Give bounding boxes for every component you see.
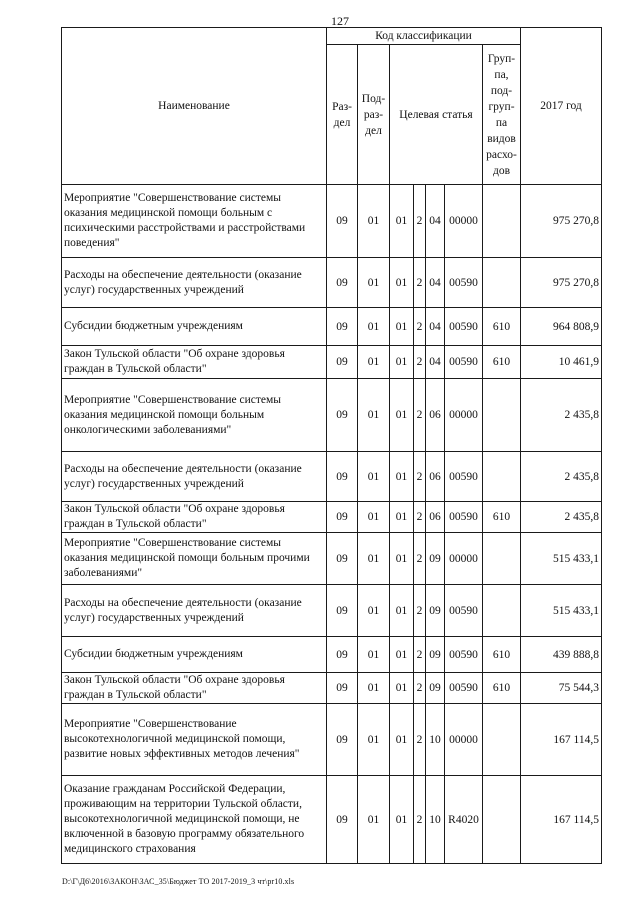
row-target-direction: 00000 <box>445 379 483 452</box>
row-amount-2017: 964 808,9 <box>521 308 602 346</box>
row-razdel: 09 <box>327 704 358 776</box>
row-amount-2017: 167 114,5 <box>521 704 602 776</box>
row-amount-2017: 167 114,5 <box>521 776 602 864</box>
row-expense-type <box>483 533 521 585</box>
row-target-subprogram: 2 <box>414 258 426 308</box>
row-expense-type <box>483 258 521 308</box>
row-podrazdel: 01 <box>358 533 390 585</box>
row-name: Мероприятие "Совершенствование системы оказания медицинской помощи больным онкологическими заболеваниями" <box>62 379 327 452</box>
table-row <box>62 502 602 533</box>
table-row <box>62 776 602 864</box>
row-target-program: 01 <box>390 502 414 533</box>
row-target-direction: 00000 <box>445 533 483 585</box>
row-podrazdel: 01 <box>358 704 390 776</box>
row-target-activity: 04 <box>426 185 445 258</box>
row-amount-2017: 75 544,3 <box>521 673 602 704</box>
row-target-program: 01 <box>390 704 414 776</box>
row-razdel: 09 <box>327 585 358 637</box>
row-podrazdel: 01 <box>358 185 390 258</box>
row-target-activity: 06 <box>426 452 445 502</box>
file-path-footer: D:\Г\Д6\2016\ЗАКОН\ЗАС_35\Бюджет ТО 2017-2019_3 чт\pr10.xls <box>62 877 295 886</box>
row-amount-2017: 515 433,1 <box>521 533 602 585</box>
table-row <box>62 185 602 258</box>
row-target-program: 01 <box>390 185 414 258</box>
row-name: Расходы на обеспечение деятельности (оказание услуг) государственных учреждений <box>62 585 327 637</box>
row-target-subprogram: 2 <box>414 502 426 533</box>
header-year: 2017 год <box>521 28 602 185</box>
row-podrazdel: 01 <box>358 346 390 379</box>
row-expense-type <box>483 379 521 452</box>
row-razdel: 09 <box>327 346 358 379</box>
table-row <box>62 379 602 452</box>
row-razdel: 09 <box>327 533 358 585</box>
row-target-subprogram: 2 <box>414 308 426 346</box>
row-target-program: 01 <box>390 673 414 704</box>
row-target-direction: 00590 <box>445 673 483 704</box>
row-expense-type <box>483 185 521 258</box>
row-target-direction: R4020 <box>445 776 483 864</box>
row-amount-2017: 10 461,9 <box>521 346 602 379</box>
row-name: Расходы на обеспечение деятельности (оказание услуг) государственных учреждений <box>62 452 327 502</box>
table-row <box>62 704 602 776</box>
budget-table <box>61 27 602 864</box>
row-name: Закон Тульской области "Об охране здоровья граждан в Тульской области" <box>62 673 327 704</box>
row-podrazdel: 01 <box>358 585 390 637</box>
table-row <box>62 258 602 308</box>
row-expense-type <box>483 776 521 864</box>
table-body <box>62 28 602 864</box>
row-target-direction: 00590 <box>445 502 483 533</box>
row-target-activity: 06 <box>426 502 445 533</box>
row-podrazdel: 01 <box>358 452 390 502</box>
row-target-direction: 00590 <box>445 308 483 346</box>
row-amount-2017: 975 270,8 <box>521 258 602 308</box>
row-name: Субсидии бюджетным учреждениям <box>62 308 327 346</box>
row-target-activity: 09 <box>426 637 445 673</box>
row-target-subprogram: 2 <box>414 776 426 864</box>
row-razdel: 09 <box>327 379 358 452</box>
row-amount-2017: 2 435,8 <box>521 379 602 452</box>
row-target-subprogram: 2 <box>414 704 426 776</box>
header-razdel: Раз- дел <box>327 45 358 185</box>
row-name: Оказание гражданам Российской Федерации, проживающим на территории Тульской области, высокотехнологичной медицинской помощи, не включенной в базовую программу обязательного медицинского страхования <box>62 776 327 864</box>
row-target-direction: 00590 <box>445 637 483 673</box>
table-row <box>62 452 602 502</box>
header-row-top <box>62 28 602 45</box>
row-amount-2017: 2 435,8 <box>521 502 602 533</box>
row-name: Мероприятие "Совершенствование системы оказания медицинской помощи больным прочими заболеваниями" <box>62 533 327 585</box>
row-name: Закон Тульской области "Об охране здоровья граждан в Тульской области" <box>62 502 327 533</box>
row-target-program: 01 <box>390 379 414 452</box>
row-target-activity: 10 <box>426 704 445 776</box>
header-name: Наименование <box>62 28 327 185</box>
row-target-activity: 09 <box>426 533 445 585</box>
row-razdel: 09 <box>327 637 358 673</box>
row-expense-type: 610 <box>483 308 521 346</box>
row-podrazdel: 01 <box>358 258 390 308</box>
row-razdel: 09 <box>327 308 358 346</box>
row-target-activity: 04 <box>426 258 445 308</box>
row-target-program: 01 <box>390 637 414 673</box>
row-expense-type: 610 <box>483 673 521 704</box>
row-target-program: 01 <box>390 776 414 864</box>
header-target-article: Целевая статья <box>390 45 483 185</box>
row-amount-2017: 2 435,8 <box>521 452 602 502</box>
row-target-program: 01 <box>390 258 414 308</box>
row-target-activity: 10 <box>426 776 445 864</box>
row-razdel: 09 <box>327 502 358 533</box>
row-podrazdel: 01 <box>358 308 390 346</box>
header-expense-group: Груп- па, под- груп- па видов расхо- дов <box>483 45 521 185</box>
row-amount-2017: 515 433,1 <box>521 585 602 637</box>
row-target-direction: 00590 <box>445 258 483 308</box>
row-name: Мероприятие "Совершенствование высокотехнологичной медицинской помощи, развитие новых эффективных методов лечения" <box>62 704 327 776</box>
row-razdel: 09 <box>327 673 358 704</box>
row-target-program: 01 <box>390 533 414 585</box>
row-target-direction: 00590 <box>445 346 483 379</box>
row-expense-type <box>483 452 521 502</box>
row-target-program: 01 <box>390 308 414 346</box>
row-expense-type: 610 <box>483 502 521 533</box>
row-expense-type: 610 <box>483 346 521 379</box>
page-number: 127 <box>331 14 349 28</box>
row-target-activity: 04 <box>426 346 445 379</box>
row-podrazdel: 01 <box>358 637 390 673</box>
row-target-direction: 00000 <box>445 185 483 258</box>
row-razdel: 09 <box>327 776 358 864</box>
row-expense-type <box>483 585 521 637</box>
row-target-program: 01 <box>390 346 414 379</box>
table-row <box>62 346 602 379</box>
row-target-subprogram: 2 <box>414 379 426 452</box>
row-podrazdel: 01 <box>358 776 390 864</box>
row-target-subprogram: 2 <box>414 346 426 379</box>
row-razdel: 09 <box>327 452 358 502</box>
row-name: Субсидии бюджетным учреждениям <box>62 637 327 673</box>
row-target-activity: 09 <box>426 673 445 704</box>
row-target-direction: 00000 <box>445 704 483 776</box>
row-podrazdel: 01 <box>358 673 390 704</box>
row-amount-2017: 975 270,8 <box>521 185 602 258</box>
table-row <box>62 673 602 704</box>
table-row <box>62 533 602 585</box>
row-expense-type <box>483 704 521 776</box>
table-row <box>62 637 602 673</box>
row-amount-2017: 439 888,8 <box>521 637 602 673</box>
row-target-subprogram: 2 <box>414 673 426 704</box>
row-name: Расходы на обеспечение деятельности (оказание услуг) государственных учреждений <box>62 258 327 308</box>
row-name: Мероприятие "Совершенствование системы оказания медицинской помощи больным с психическими расстройствами и расстройствами поведения" <box>62 185 327 258</box>
row-target-activity: 09 <box>426 585 445 637</box>
row-target-direction: 00590 <box>445 585 483 637</box>
row-target-direction: 00590 <box>445 452 483 502</box>
header-code-group: Код классификации <box>327 28 521 45</box>
table-row <box>62 308 602 346</box>
row-target-subprogram: 2 <box>414 185 426 258</box>
row-target-subprogram: 2 <box>414 637 426 673</box>
row-target-activity: 04 <box>426 308 445 346</box>
row-target-subprogram: 2 <box>414 585 426 637</box>
table-row <box>62 585 602 637</box>
row-razdel: 09 <box>327 185 358 258</box>
row-razdel: 09 <box>327 258 358 308</box>
row-target-activity: 06 <box>426 379 445 452</box>
row-name: Закон Тульской области "Об охране здоровья граждан в Тульской области" <box>62 346 327 379</box>
row-target-subprogram: 2 <box>414 452 426 502</box>
row-podrazdel: 01 <box>358 502 390 533</box>
row-target-program: 01 <box>390 452 414 502</box>
header-podrazdel: Под- раз- дел <box>358 45 390 185</box>
row-podrazdel: 01 <box>358 379 390 452</box>
row-target-subprogram: 2 <box>414 533 426 585</box>
row-target-program: 01 <box>390 585 414 637</box>
row-expense-type: 610 <box>483 637 521 673</box>
